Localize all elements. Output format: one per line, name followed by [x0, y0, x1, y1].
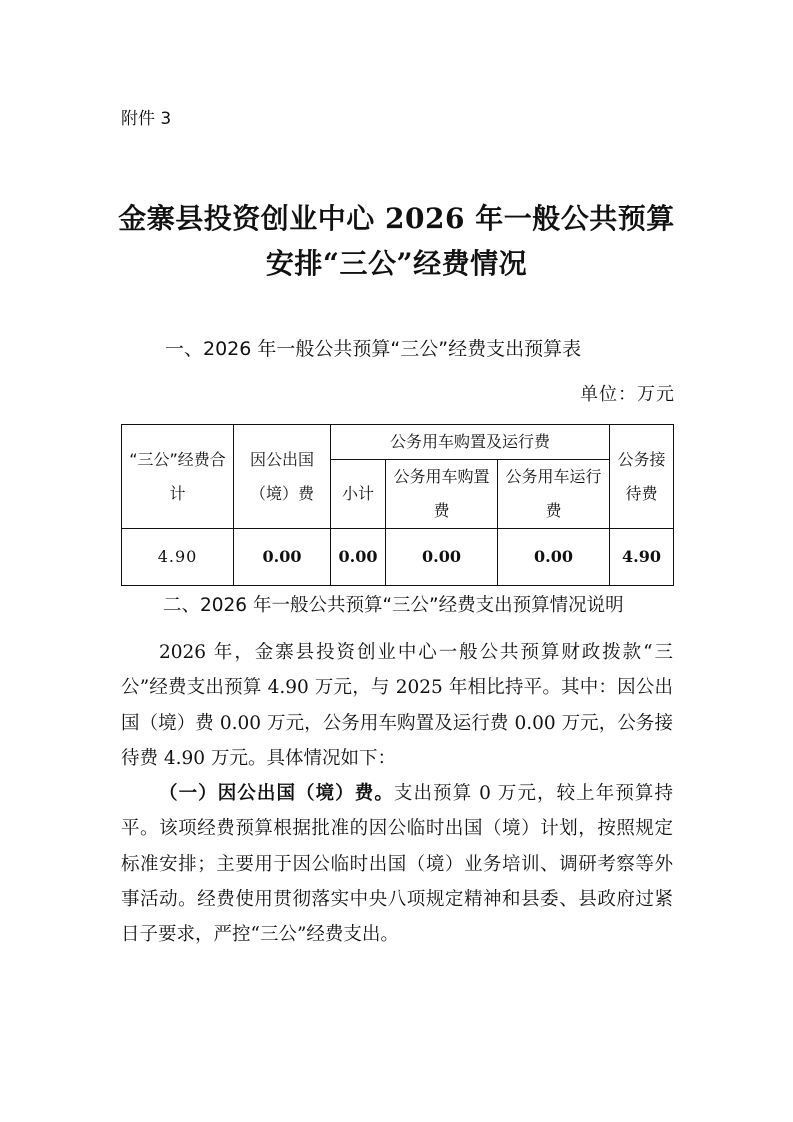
header-vehicle-purchase: 公务用车购置费	[386, 460, 498, 529]
header-overseas: 因公出国（境）费	[234, 425, 331, 529]
value-reception: 4.90	[610, 529, 674, 586]
budget-table	[121, 424, 674, 586]
paragraph-overseas-body: 支出预算 0 万元，较上年预算持平。该项经费预算根据批准的因公临时出国（境）计划，按照规定标准安排；主要用于因公临时出国（境）业务培训、调研考察等外事活动。经费使用贯彻落实中央八项规定精神和县委、县政府过紧日子要求，严控“三公”经费支出。	[121, 783, 673, 946]
header-vehicle-group: 公务用车购置及运行费	[331, 425, 610, 460]
value-vehicle-operation: 0.00	[498, 529, 610, 586]
paragraph-overseas-heading: （一）因公出国（境）费。	[159, 783, 394, 805]
section-1-heading: 一、2026 年一般公共预算“三公”经费支出预算表	[165, 338, 582, 360]
title-line-2: 安排“三公”经费情况	[265, 247, 528, 280]
unit-label: 单位：万元	[580, 384, 675, 405]
section-2-heading: 二、2026 年一般公共预算“三公”经费支出预算情况说明	[163, 595, 624, 616]
value-vehicle-subtotal: 0.00	[331, 529, 386, 586]
paragraph-overseas	[121, 776, 673, 952]
header-total: “三公”经费合计	[122, 425, 234, 529]
header-reception: 公务接待费	[610, 425, 674, 529]
section-2	[121, 587, 673, 953]
value-total: 4.90	[122, 529, 234, 586]
title-line-1: 金寨县投资创业中心 2026 年一般公共预算	[118, 202, 675, 235]
table-row	[122, 529, 674, 586]
table-header-row	[122, 425, 674, 460]
attachment-label: 附件 3	[121, 109, 172, 129]
value-overseas: 0.00	[234, 529, 331, 586]
paragraph-summary: 2026 年，金寨县投资创业中心一般公共预算财政拨款“三公”经费支出预算 4.90 万元，与 2025 年相比持平。其中：因公出国（境）费 0.00 万元，公务用车购置及运行费 0.00 万元，公务接待费 4.90 万元。具体情况如下：	[121, 642, 673, 769]
header-vehicle-subtotal: 小计	[331, 460, 386, 529]
document-title	[96, 196, 697, 286]
value-vehicle-purchase: 0.00	[386, 529, 498, 586]
header-vehicle-operation: 公务用车运行费	[498, 460, 610, 529]
